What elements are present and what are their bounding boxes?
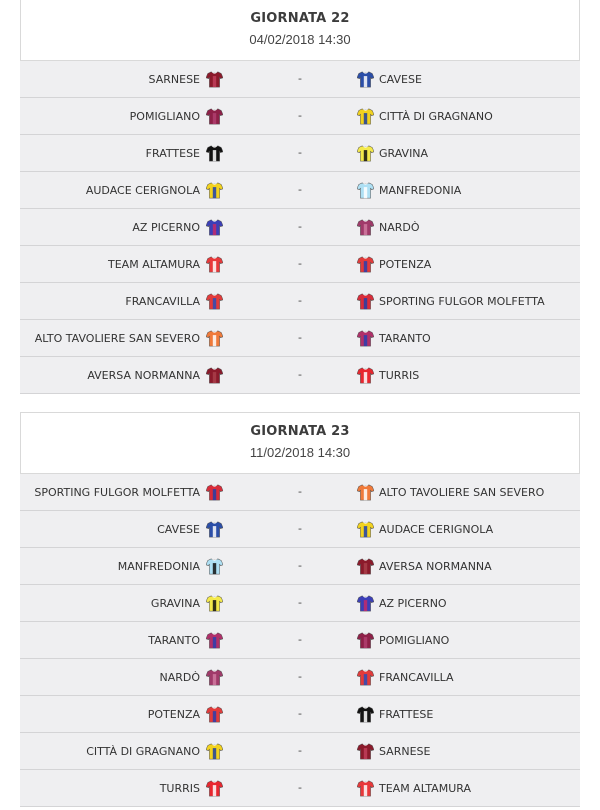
match-row[interactable] — [20, 548, 580, 585]
away-team[interactable] — [357, 474, 544, 510]
score-separator: - — [298, 559, 302, 572]
away-team[interactable] — [357, 659, 454, 695]
match-row[interactable] — [20, 770, 580, 807]
away-jersey-icon — [357, 182, 374, 199]
home-team-name: POTENZA — [147, 707, 200, 721]
score-separator: - — [298, 183, 302, 196]
home-jersey-icon — [206, 632, 223, 649]
home-team[interactable] — [35, 320, 223, 356]
home-jersey-icon — [206, 71, 223, 88]
away-jersey-icon — [357, 256, 374, 273]
away-team-name: TURRIS — [379, 368, 420, 382]
away-jersey-icon — [357, 632, 374, 649]
away-team[interactable] — [357, 61, 422, 97]
round-header — [20, 0, 580, 61]
away-team-name: MANFREDONIA — [379, 183, 462, 197]
home-team[interactable] — [149, 61, 223, 97]
home-jersey-icon — [206, 558, 223, 575]
home-team-name: TURRIS — [159, 781, 200, 795]
away-jersey-icon — [357, 108, 374, 125]
home-jersey-icon — [206, 256, 223, 273]
away-team[interactable] — [357, 135, 428, 171]
away-team[interactable] — [357, 770, 471, 806]
home-jersey-icon — [206, 145, 223, 162]
home-team[interactable] — [151, 585, 223, 621]
match-row[interactable] — [20, 172, 580, 209]
away-jersey-icon — [357, 595, 374, 612]
home-jersey-icon — [206, 108, 223, 125]
match-row[interactable] — [20, 696, 580, 733]
away-team-name: AUDACE CERIGNOLA — [379, 522, 494, 536]
away-team[interactable] — [357, 209, 420, 245]
home-team-name: AZ PICERNO — [132, 220, 200, 234]
away-team[interactable] — [357, 585, 447, 621]
score-separator: - — [298, 294, 302, 307]
home-team[interactable] — [132, 209, 223, 245]
away-jersey-icon — [357, 145, 374, 162]
away-team-name: CITTÀ DI GRAGNANO — [379, 109, 493, 123]
away-team[interactable] — [357, 622, 449, 658]
score-separator: - — [298, 670, 302, 683]
away-team[interactable] — [357, 733, 430, 769]
match-row[interactable] — [20, 98, 580, 135]
match-row[interactable] — [20, 659, 580, 696]
score-separator: - — [298, 331, 302, 344]
home-jersey-icon — [206, 367, 223, 384]
away-team-name: FRANCAVILLA — [379, 670, 454, 684]
match-row[interactable] — [20, 61, 580, 98]
match-row[interactable] — [20, 357, 580, 394]
away-team-name: AZ PICERNO — [379, 596, 447, 610]
match-row[interactable] — [20, 585, 580, 622]
home-team-name: FRANCAVILLA — [125, 294, 200, 308]
home-team[interactable] — [86, 733, 223, 769]
home-team-name: AUDACE CERIGNOLA — [85, 183, 200, 197]
match-list — [20, 474, 580, 807]
away-team-name: FRATTESE — [379, 707, 434, 721]
round-date: 04/02/2018 14:30 — [249, 32, 351, 47]
away-team-name: TEAM ALTAMURA — [379, 781, 471, 795]
away-team[interactable] — [357, 511, 493, 547]
score-separator: - — [298, 596, 302, 609]
match-row[interactable] — [20, 209, 580, 246]
away-team[interactable] — [357, 172, 461, 208]
away-team-name: SARNESE — [379, 744, 431, 758]
home-team[interactable] — [130, 98, 223, 134]
home-team[interactable] — [157, 511, 223, 547]
home-team[interactable] — [87, 357, 223, 393]
home-team-name: POMIGLIANO — [129, 109, 200, 123]
match-row[interactable] — [20, 283, 580, 320]
home-team-name: CITTÀ DI GRAGNANO — [86, 744, 200, 758]
away-team-name: SPORTING FULGOR MOLFETTA — [379, 294, 545, 308]
home-team[interactable] — [159, 659, 223, 695]
round-giornata-23 — [20, 412, 580, 807]
away-jersey-icon — [357, 706, 374, 723]
score-separator: - — [298, 781, 302, 794]
home-team[interactable] — [160, 770, 223, 806]
away-jersey-icon — [357, 669, 374, 686]
away-team-name: TARANTO — [379, 331, 431, 345]
away-jersey-icon — [357, 780, 374, 797]
home-team-name: AVERSA NORMANNA — [87, 368, 200, 382]
score-separator: - — [298, 72, 302, 85]
away-jersey-icon — [357, 743, 374, 760]
away-team-name: POMIGLIANO — [379, 633, 450, 647]
away-jersey-icon — [357, 484, 374, 501]
round-title: GIORNATA 22 — [250, 11, 350, 26]
score-separator: - — [298, 368, 302, 381]
away-jersey-icon — [357, 219, 374, 236]
home-team[interactable] — [86, 172, 223, 208]
match-row[interactable] — [20, 622, 580, 659]
score-separator: - — [298, 220, 302, 233]
score-separator: - — [298, 633, 302, 646]
away-team-name: NARDÒ — [379, 220, 420, 234]
away-team-name: POTENZA — [379, 257, 432, 271]
away-jersey-icon — [357, 71, 374, 88]
home-jersey-icon — [206, 706, 223, 723]
match-row[interactable] — [20, 511, 580, 548]
round-date: 11/02/2018 14:30 — [249, 445, 351, 460]
away-team[interactable] — [357, 246, 431, 282]
match-row[interactable] — [20, 320, 580, 357]
home-team[interactable] — [118, 548, 223, 584]
home-team-name: SPORTING FULGOR MOLFETTA — [34, 485, 200, 499]
home-jersey-icon — [206, 669, 223, 686]
home-jersey-icon — [206, 521, 223, 538]
away-team-name: GRAVINA — [379, 146, 429, 160]
score-separator: - — [298, 744, 302, 757]
match-row[interactable] — [20, 135, 580, 172]
home-team[interactable] — [34, 474, 223, 510]
away-jersey-icon — [357, 521, 374, 538]
score-separator: - — [298, 522, 302, 535]
away-jersey-icon — [357, 558, 374, 575]
home-team-name: MANFREDONIA — [117, 559, 200, 573]
match-row[interactable] — [20, 474, 580, 511]
away-team[interactable] — [357, 98, 493, 134]
score-separator: - — [298, 146, 302, 159]
home-team-name: NARDÒ — [159, 670, 200, 684]
home-team[interactable] — [125, 283, 223, 319]
score-separator: - — [298, 257, 302, 270]
home-jersey-icon — [206, 484, 223, 501]
home-team[interactable] — [108, 246, 223, 282]
away-jersey-icon — [357, 293, 374, 310]
home-team-name: CAVESE — [157, 522, 200, 536]
home-team-name: GRAVINA — [150, 596, 200, 610]
match-list — [20, 61, 580, 394]
match-row[interactable] — [20, 246, 580, 283]
home-team[interactable] — [148, 696, 223, 732]
home-jersey-icon — [206, 330, 223, 347]
match-row[interactable] — [20, 733, 580, 770]
score-separator: - — [298, 109, 302, 122]
away-jersey-icon — [357, 367, 374, 384]
away-team-name: AVERSA NORMANNA — [379, 559, 492, 573]
away-team[interactable] — [357, 320, 431, 356]
away-team-name: CAVESE — [379, 72, 422, 86]
round-title: GIORNATA 23 — [250, 424, 350, 439]
score-separator: - — [298, 485, 302, 498]
home-jersey-icon — [206, 743, 223, 760]
home-jersey-icon — [206, 595, 223, 612]
home-team-name: FRATTESE — [145, 146, 200, 160]
away-jersey-icon — [357, 330, 374, 347]
home-jersey-icon — [206, 219, 223, 236]
home-team-name: TEAM ALTAMURA — [108, 257, 200, 271]
home-jersey-icon — [206, 780, 223, 797]
home-team-name: ALTO TAVOLIERE SAN SEVERO — [34, 331, 200, 345]
away-team[interactable] — [357, 548, 492, 584]
home-team[interactable] — [148, 622, 223, 658]
round-giornata-22 — [20, 0, 580, 394]
away-team-name: ALTO TAVOLIERE SAN SEVERO — [379, 485, 545, 499]
round-header — [20, 412, 580, 474]
away-team[interactable] — [357, 283, 545, 319]
home-jersey-icon — [206, 182, 223, 199]
home-team[interactable] — [146, 135, 223, 171]
away-team[interactable] — [357, 357, 419, 393]
home-jersey-icon — [206, 293, 223, 310]
score-separator: - — [298, 707, 302, 720]
home-team-name: SARNESE — [148, 72, 200, 86]
away-team[interactable] — [357, 696, 433, 732]
home-team-name: TARANTO — [148, 633, 200, 647]
